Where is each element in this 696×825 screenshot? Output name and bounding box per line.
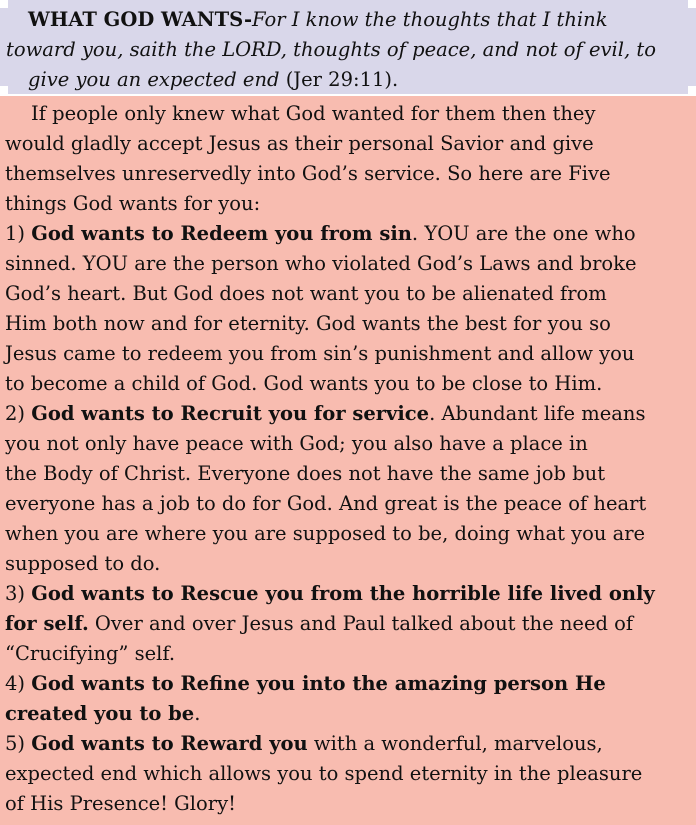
corner-notch — [688, 0, 696, 8]
point-4-heading — [5, 669, 690, 699]
point-4-heading-cont — [5, 699, 690, 729]
point-text: to become a child of God. God wants you to be close to Him. — [5, 372, 603, 395]
point-text: you not only have peace with God; you also have a place in — [5, 432, 588, 455]
point-1-heading — [5, 219, 690, 249]
point-3-heading-cont — [5, 609, 690, 639]
intro-line: things God wants for you: — [5, 192, 261, 215]
point-text: everyone has a job to do for God. And great is the peace of heart — [5, 492, 647, 515]
body-box — [0, 96, 696, 825]
point-text: . YOU are the one who — [411, 222, 636, 245]
header-box — [0, 0, 696, 94]
header-line — [6, 65, 682, 95]
point-text: “Crucifying” self. — [5, 642, 176, 665]
intro-line: would gladly accept Jesus as their personal Savior and give — [5, 132, 594, 155]
intro-line: If people only knew what God wanted for them then they — [31, 102, 596, 125]
point-title: God wants to Recruit you for service — [31, 402, 430, 425]
point-text: Him both now and for eternity. God wants the best for you so — [5, 312, 611, 335]
point-number: 4) — [5, 672, 32, 695]
header-title: WHAT GOD WANTS- — [28, 8, 253, 31]
corner-notch — [0, 86, 8, 94]
point-text: sinned. YOU are the person who violated God’s Laws and broke — [5, 252, 637, 275]
header-line — [6, 5, 682, 35]
point-text: . — [194, 702, 201, 725]
point-number: 3) — [5, 582, 32, 605]
corner-notch — [688, 86, 696, 94]
point-number: 5) — [5, 732, 32, 755]
point-title: created you to be — [5, 702, 195, 725]
corner-notch — [0, 0, 8, 8]
point-text: Over and over Jesus and Paul talked about the need of — [88, 612, 634, 635]
verse-text: For I know the thoughts that I think — [252, 8, 608, 31]
point-title: God wants to Rescue you from the horrible life lived only — [31, 582, 655, 605]
point-text: with a wonderful, marvelous, — [307, 732, 603, 755]
point-5-heading — [5, 729, 690, 759]
point-title: God wants to Refine you into the amazing person He — [31, 672, 606, 695]
point-text: supposed to do. — [5, 552, 161, 575]
point-3-heading — [5, 579, 690, 609]
verse-text: give you an expected end — [28, 68, 280, 91]
point-title: for self. — [5, 612, 89, 635]
point-title: God wants to Redeem you from sin — [31, 222, 412, 245]
point-text: the Body of Christ. Everyone does not have the same job but — [5, 462, 606, 485]
point-text: when you are where you are supposed to be, doing what you are — [5, 522, 646, 545]
verse-text: toward you, saith the LORD, thoughts of peace, and not of evil, to — [6, 38, 656, 61]
point-text: God’s heart. But God does not want you to be alienated from — [5, 282, 607, 305]
point-text: of His Presence! Glory! — [5, 792, 236, 815]
verse-reference: (Jer 29:11). — [279, 68, 399, 91]
point-number: 1) — [5, 222, 32, 245]
point-number: 2) — [5, 402, 32, 425]
point-text: expected end which allows you to spend eternity in the pleasure — [5, 762, 643, 785]
intro-line: themselves unreservedly into God’s service. So here are Five — [5, 162, 611, 185]
point-2-heading — [5, 399, 690, 429]
point-text: Jesus came to redeem you from sin’s punishment and allow you — [5, 342, 635, 365]
point-text: . Abundant life means — [429, 402, 646, 425]
point-title: God wants to Reward you — [31, 732, 308, 755]
